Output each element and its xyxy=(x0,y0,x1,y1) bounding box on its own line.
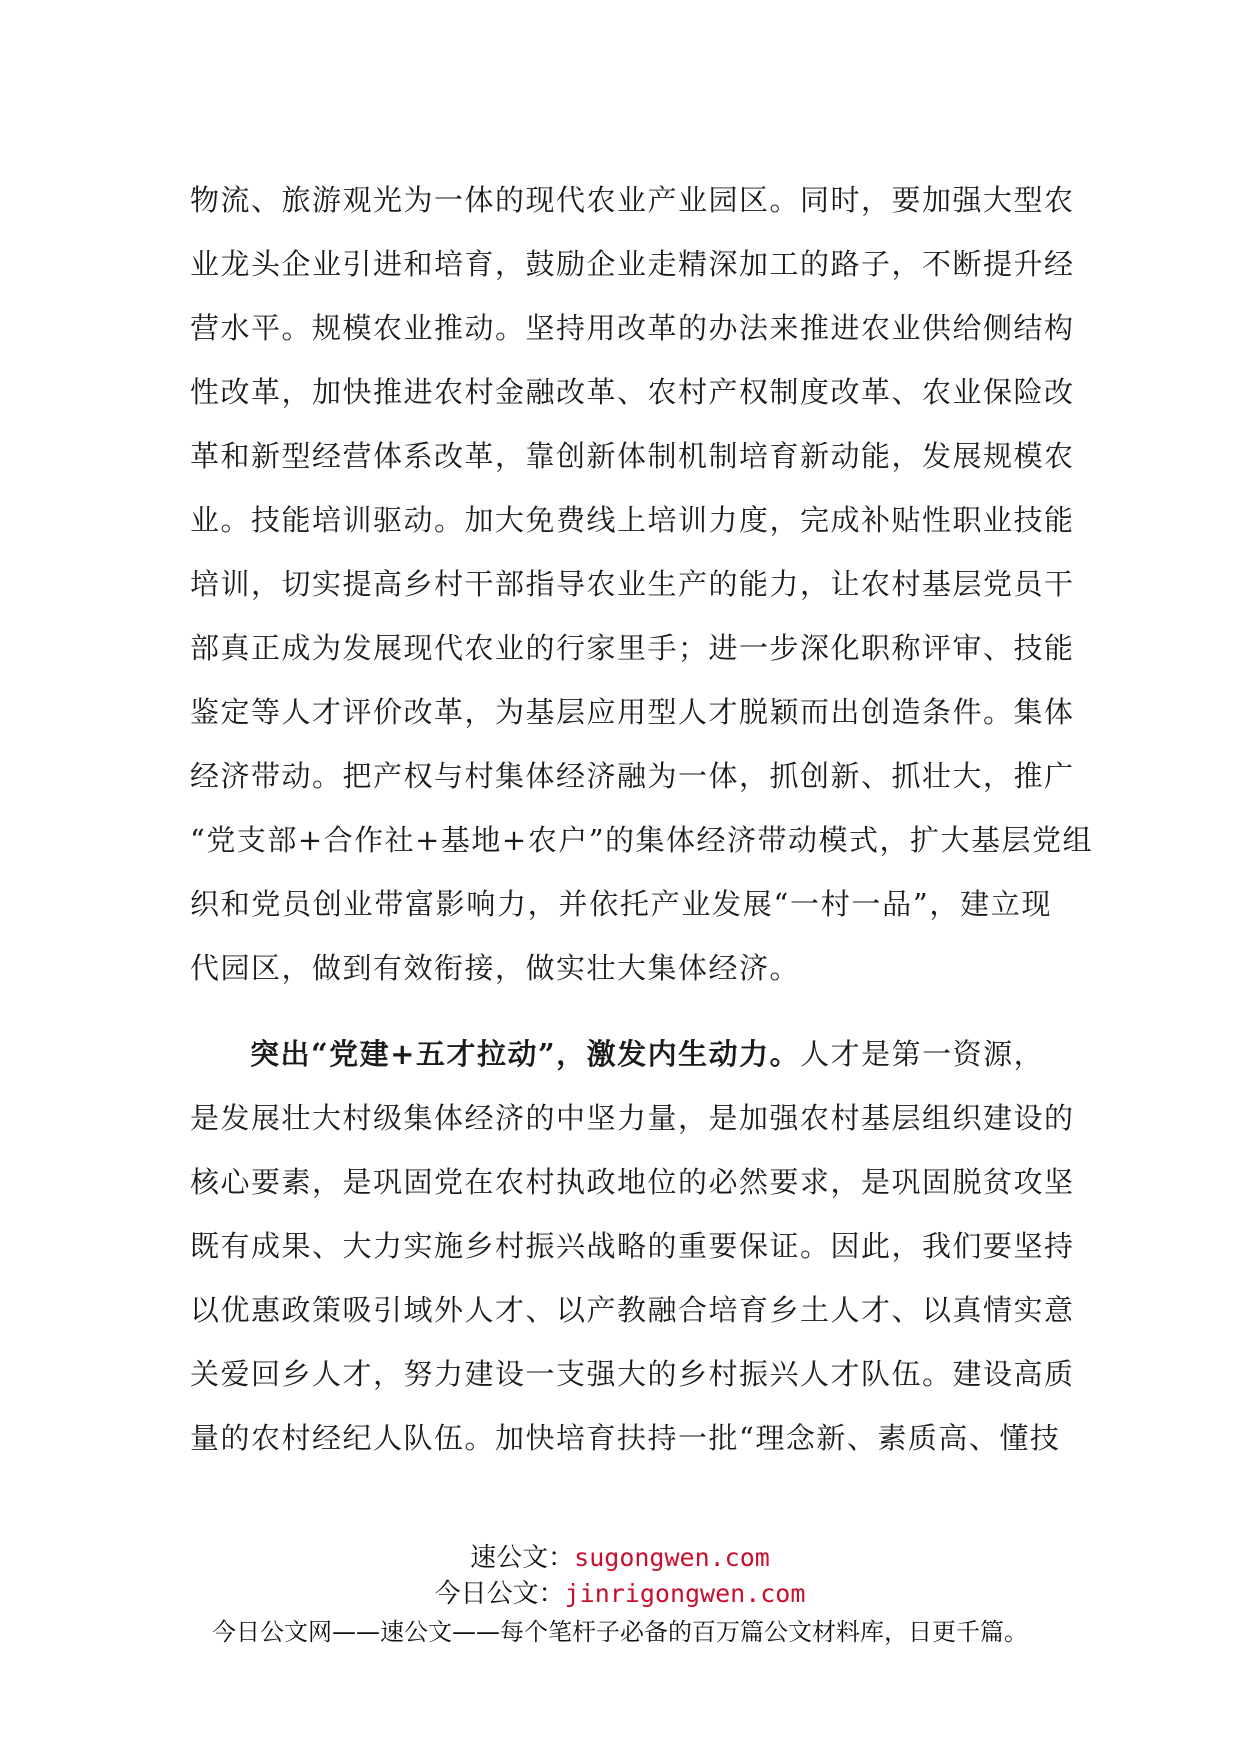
text-line: 关爱回乡人才，努力建设一支强大的乡村振兴人才队伍。建设高质 xyxy=(190,1357,1075,1391)
paragraph-lead-text: 人才是第一资源， xyxy=(800,1037,1045,1071)
page-footer xyxy=(0,1540,1240,1650)
jinrigongwen-link[interactable]: jinrigongwen.com xyxy=(564,1579,806,1608)
text-line: 部真正成为发展现代农业的行家里手；进一步深化职称评审、技能 xyxy=(190,631,1075,665)
paragraph-2 xyxy=(190,1022,1075,1470)
document-body xyxy=(190,168,1094,1470)
text-line: 业。技能培训驱动。加大免费线上培训力度，完成补贴性职业技能 xyxy=(190,503,1075,537)
text-line: 经济带动。把产权与村集体经济融为一体，抓创新、抓壮大，推广 xyxy=(190,759,1075,793)
text-line: 鉴定等人才评价改革，为基层应用型人才脱颖而出创造条件。集体 xyxy=(190,695,1075,729)
text-line: 业龙头企业引进和培育，鼓励企业走精深加工的路子，不断提升经 xyxy=(190,247,1075,281)
text-line: 革和新型经营体系改革，靠创新体制机制培育新动能，发展规模农 xyxy=(190,439,1075,473)
text-line: 核心要素，是巩固党在农村执政地位的必然要求，是巩固脱贫攻坚 xyxy=(190,1165,1075,1199)
footer-line-sugongwen xyxy=(0,1540,1240,1576)
text-line: 物流、旅游观光为一体的现代农业产业园区。同时，要加强大型农 xyxy=(190,183,1075,217)
text-line: 营水平。规模农业推动。坚持用改革的办法来推进农业供给侧结构 xyxy=(190,311,1075,345)
text-line: 织和党员创业带富影响力，并依托产业发展“一村一品”，建立现 xyxy=(190,887,1052,921)
paragraph-1 xyxy=(190,168,1094,1000)
paragraph-heading: 突出“党建+五才拉动”，激发内生动力。 xyxy=(250,1037,801,1071)
footer-label: 速公文： xyxy=(470,1543,575,1573)
text-line: 以优惠政策吸引域外人才、以产教融合培育乡土人才、以真情实意 xyxy=(190,1293,1075,1327)
text-line: 性改革，加快推进农村金融改革、农村产权制度改革、农业保险改 xyxy=(190,375,1075,409)
text-line: 培训，切实提高乡村干部指导农业生产的能力，让农村基层党员干 xyxy=(190,567,1075,601)
footer-slogan: 今日公文网——速公文——每个笔杆子必备的百万篇公文材料库，日更千篇。 xyxy=(212,1618,1028,1646)
text-line: 既有成果、大力实施乡村振兴战略的重要保证。因此，我们要坚持 xyxy=(190,1229,1075,1263)
paragraph-spacer xyxy=(190,1000,1052,1022)
paragraph-first-line xyxy=(190,1022,1052,1086)
text-line: “党支部+合作社+基地+农户”的集体经济带动模式，扩大基层党组 xyxy=(190,823,1094,857)
text-line: 是发展壮大村级集体经济的中坚力量，是加强农村基层组织建设的 xyxy=(190,1101,1075,1135)
sugongwen-link[interactable]: sugongwen.com xyxy=(574,1543,770,1572)
text-line: 量的农村经纪人队伍。加快培育扶持一批“理念新、素质高、懂技 xyxy=(190,1421,1061,1455)
footer-label: 今日公文： xyxy=(434,1579,565,1609)
text-line: 代园区，做到有效衔接，做实壮大集体经济。 xyxy=(190,951,801,985)
footer-line-jinrigongwen xyxy=(0,1576,1240,1612)
